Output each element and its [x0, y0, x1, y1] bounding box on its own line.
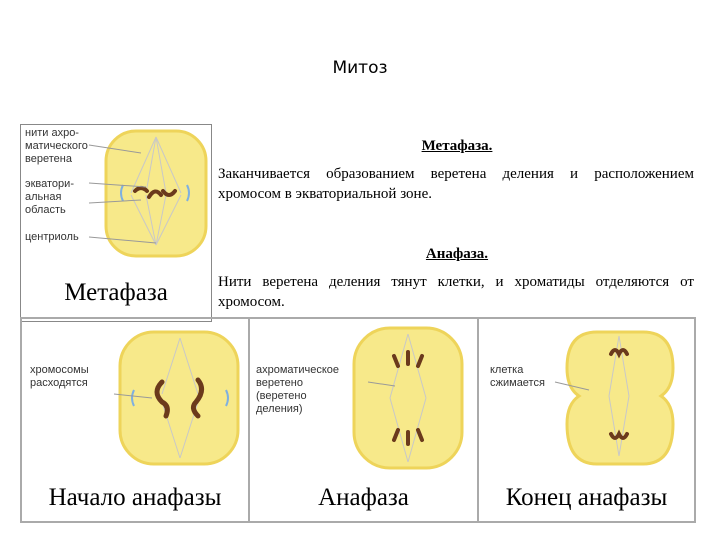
metaphase-heading: Метафаза.	[421, 138, 493, 154]
anaphase-caption: Анафаза	[318, 484, 409, 511]
late-anaphase-caption: Конец анафазы	[505, 484, 668, 511]
label-equatorial-3: область	[25, 204, 66, 216]
metaphase-description: Заканчивается образованием веретена деления и расположением хромосом в экваториальной зоне.	[218, 166, 694, 202]
label-chromosomes-diverge-2: расходятся	[30, 377, 88, 389]
late-anaphase-cell-illustration	[479, 322, 694, 472]
label-chromosomes-diverge-1: хромосомы	[30, 364, 89, 376]
panel-divider-top	[20, 317, 696, 319]
label-achromatic-spindle-1: ахроматическое	[256, 364, 339, 376]
panel-divider-bottom	[20, 521, 696, 523]
label-spindle-fibers-1: нити ахро-	[25, 127, 79, 139]
label-centriole: центриоль	[25, 231, 79, 243]
page-title: Митоз	[332, 58, 388, 78]
label-achromatic-spindle-3: (веретено	[256, 390, 307, 402]
early-anaphase-caption: Начало анафазы	[48, 484, 222, 511]
metaphase-caption: Метафаза	[64, 279, 168, 306]
panel-border-right	[694, 317, 696, 523]
anaphase-description: Нити веретена деления тянут клетки, и хроматиды отделяются от хромосом.	[218, 274, 694, 310]
label-cell-constricts-2: сжимается	[490, 377, 545, 389]
label-equatorial-1: экватори-	[25, 178, 74, 190]
early-anaphase-cell-illustration	[22, 322, 250, 472]
metaphase-figure-panel	[20, 124, 212, 322]
label-spindle-fibers-2: матического	[25, 140, 88, 152]
label-cell-constricts-1: клетка	[490, 364, 524, 376]
label-spindle-fibers-3: веретена	[25, 153, 72, 165]
label-achromatic-spindle-4: деления)	[256, 403, 303, 415]
label-equatorial-2: альная	[25, 191, 62, 203]
label-achromatic-spindle-2: веретено	[256, 377, 303, 389]
anaphase-heading: Анафаза.	[425, 246, 489, 262]
